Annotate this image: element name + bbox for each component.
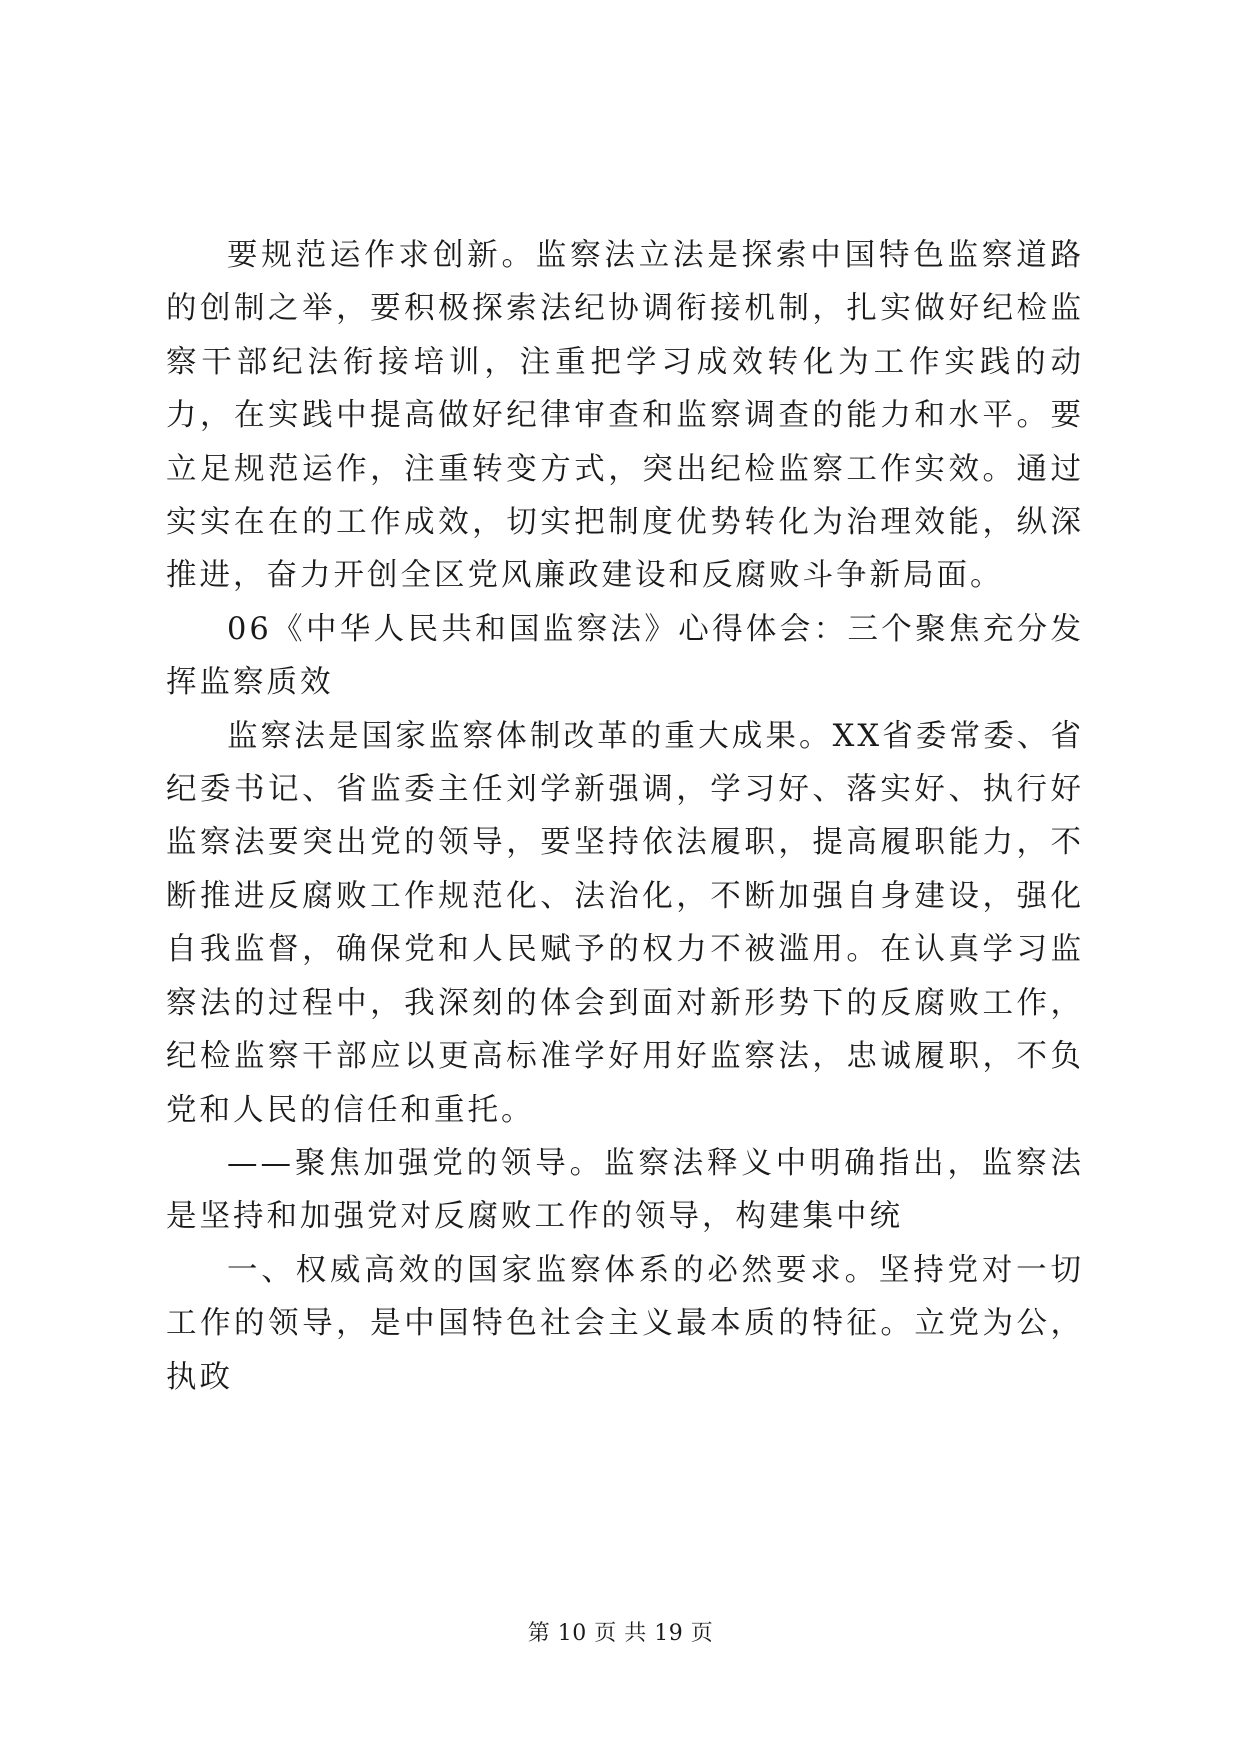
document-body <box>166 229 1084 1404</box>
section-heading-06: 06《中华人民共和国监察法》心得体会：三个聚焦充分发挥监察质效 <box>166 611 1084 701</box>
paragraph-focus-party-leadership: ——聚焦加强党的领导。监察法释义中明确指出，监察法是坚持和加强党对反腐败工作的领导，构建集中统 <box>166 1145 1084 1235</box>
paragraph-supervision-law-achievement: 监察法是国家监察体制改革的重大成果。XX省委常委、省纪委书记、省监委主任刘学新强调，学习好、落实好、执行好监察法要突出党的领导，要坚持依法履职，提高履职能力，不断推进反腐败工作规范化、法治化，不断加强自身建设，强化自我监督，确保党和人民赋予的权力不被滥用。在认真学习监察法的过程中，我深刻的体会到面对新形势下的反腐败工作，纪检监察干部应以更高标准学好用好监察法，忠诚履职，不负党和人民的信任和重托。 <box>166 718 1084 1128</box>
paragraph-authoritative-system: 一、权威高效的国家监察体系的必然要求。坚持党对一切工作的领导，是中国特色社会主义最本质的特征。立党为公，执政 <box>166 1252 1084 1395</box>
page-footer: 第 10 页 共 19 页 <box>527 1621 714 1646</box>
paragraph-regulate-operation: 要规范运作求创新。监察法立法是探索中国特色监察道路的创制之举，要积极探索法纪协调衔接机制，扎实做好纪检监察干部纪法衔接培训，注重把学习成效转化为工作实践的动力，在实践中提高做好纪律审查和监察调查的能力和水平。要立足规范运作，注重转变方式，突出纪检监察工作实效。通过实实在在的工作成效，切实把制度优势转化为治理效能，纵深推进，奋力开创全区党风廉政建设和反腐败斗争新局面。 <box>166 238 1084 594</box>
